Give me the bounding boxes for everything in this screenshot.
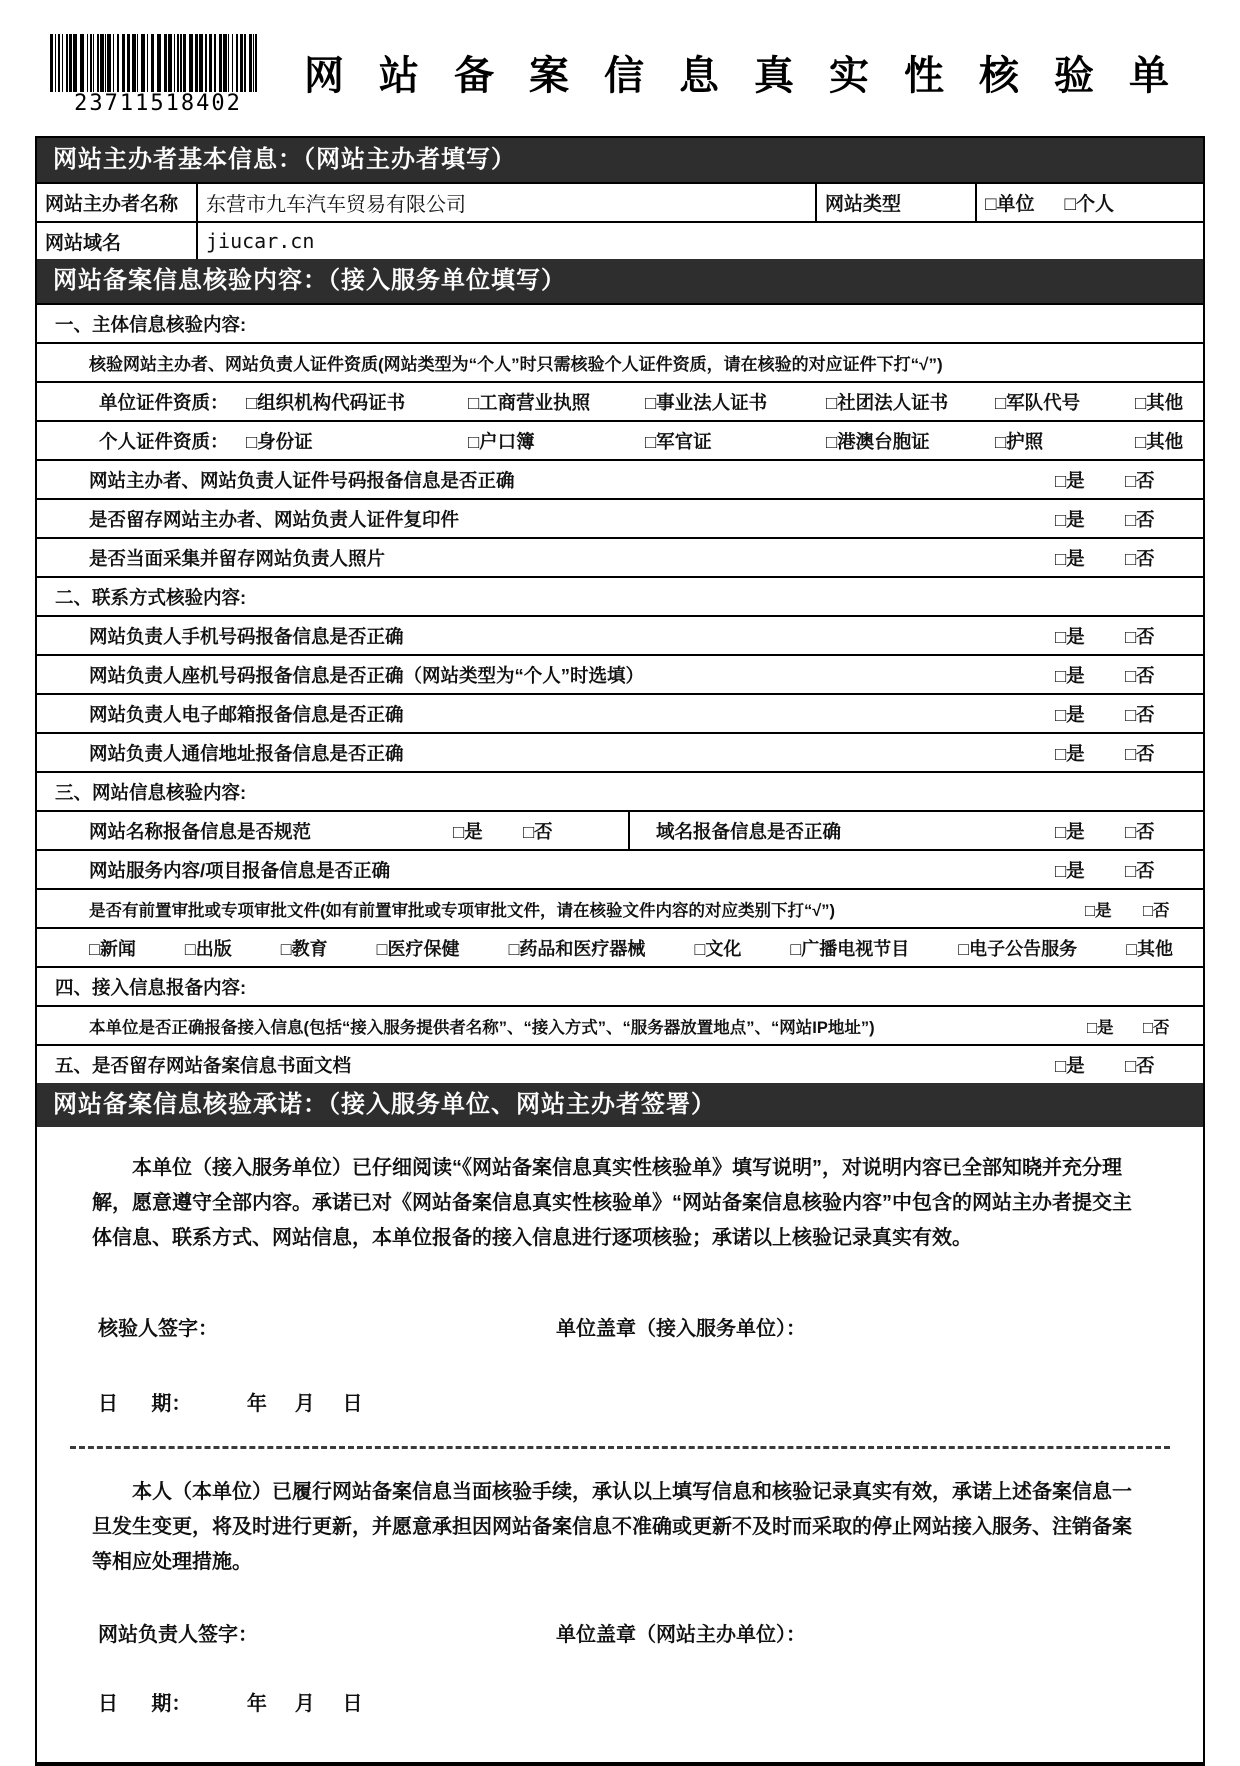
checkbox-yes[interactable]: □是 (1055, 547, 1085, 569)
unit-cert-label: 单位证件资质： (99, 391, 229, 413)
masthead (35, 34, 1205, 124)
commitment-paragraph-organizer: 本人（本单位）已履行网站备案信息当面核验手续，承认以上填写信息和核验记录真实有效，承诺上述备案信息一旦发生变更，将及时进行更新，并愿意承担因网站备案信息不准确或更新不及时而采取的停止网站接入服务、注销备案等相应处理措施。 (92, 1481, 1132, 1573)
checkbox-no[interactable]: □否 (1125, 820, 1155, 842)
row-service-content (37, 849, 1203, 888)
checkbox-culture[interactable]: □文化 (694, 938, 742, 959)
checkbox-healthcare[interactable]: □医疗保健 (376, 938, 460, 959)
row-pre-approval (37, 888, 1203, 927)
barcode-number: 23711518402 (74, 91, 242, 116)
checkbox-org-code-cert[interactable]: □组织机构代码证书 (246, 391, 406, 413)
form-frame (35, 136, 1205, 1766)
checkbox-yes[interactable]: □是 (1085, 901, 1112, 920)
checkbox-yes[interactable]: □是 (1055, 742, 1085, 764)
row-domain (37, 221, 1203, 259)
checkbox-yes[interactable]: □是 (1055, 820, 1085, 842)
row-sec2-title: 二、联系方式核验内容: (37, 576, 1203, 615)
organizer-name-label: 网站主办者名称 (45, 194, 179, 215)
section-header-basic-info: 网站主办者基本信息：（网站主办者填写） (37, 138, 1203, 182)
question-text: 是否当面采集并留存网站负责人照片 (89, 547, 386, 569)
site-name-question (37, 812, 630, 849)
row-site-name-and-domain (37, 810, 1203, 849)
checkbox-institution-cert[interactable]: □事业法人证书 (645, 391, 768, 413)
site-type-options (975, 184, 1203, 221)
checkbox-unit-other[interactable]: □其他 (1135, 391, 1184, 413)
question-text: 网站负责人电子邮箱报备信息是否正确 (89, 703, 404, 725)
checkbox-yes[interactable]: □是 (453, 820, 483, 842)
checkbox-no[interactable]: □否 (1143, 901, 1170, 920)
row-sec1-note: 核验网站主办者、网站负责人证件资质(网站类型为“个人”时只需核验个人证件资质，请在核验的对应证件下打“√”) (37, 342, 1203, 381)
checkbox-site-type-personal[interactable]: □个人 (1064, 194, 1114, 215)
checkbox-no[interactable]: □否 (1143, 1018, 1170, 1037)
checkbox-household-register[interactable]: □户口簿 (468, 430, 535, 452)
checkbox-personal-other[interactable]: □其他 (1135, 430, 1184, 452)
row-photo (37, 537, 1203, 576)
checkbox-yes[interactable]: □是 (1055, 859, 1085, 881)
checkbox-yes[interactable]: □是 (1055, 664, 1085, 686)
checkbox-business-license[interactable]: □工商营业执照 (468, 391, 591, 413)
checkbox-yes[interactable]: □是 (1055, 1054, 1085, 1076)
checkbox-hk-macao-taiwan-cert[interactable]: □港澳台胞证 (826, 430, 930, 452)
checkbox-passport[interactable]: □护照 (995, 430, 1044, 452)
checkbox-no[interactable]: □否 (1125, 1054, 1155, 1076)
section-header-verify-content: 网站备案信息核验内容：（接入服务单位填写） (37, 259, 1203, 303)
verifier-signature-label[interactable]: 核验人签字： (98, 1318, 218, 1340)
checkbox-drugs-medical-devices[interactable]: □药品和医疗器械 (508, 938, 646, 959)
question-text: 网站主办者、网站负责人证件号码报备信息是否正确 (89, 469, 515, 491)
checkbox-no[interactable]: □否 (1125, 547, 1155, 569)
page-title: 网站备案信息真实性核验单 (304, 54, 1204, 98)
checkbox-no[interactable]: □否 (1125, 469, 1155, 491)
question-text: 是否留存网站主办者、网站负责人证件复印件 (89, 508, 460, 530)
barcode-block (35, 34, 273, 116)
question-text: 是否有前置审批或专项审批文件(如有前置审批或专项审批文件，请在核验文件内容的对应类别下打“√”) (89, 901, 836, 920)
checkbox-category-other[interactable]: □其他 (1126, 938, 1173, 959)
question-text: 网站名称报备信息是否规范 (89, 820, 312, 842)
checkbox-no[interactable]: □否 (1125, 859, 1155, 881)
row-access-info (37, 1005, 1203, 1044)
checkbox-no[interactable]: □否 (1125, 625, 1155, 647)
site-type-label: 网站类型 (815, 184, 975, 221)
row-sec3-title: 三、网站信息核验内容: (37, 771, 1203, 810)
checkbox-military-officer-cert[interactable]: □军官证 (645, 430, 712, 452)
checkbox-yes[interactable]: □是 (1055, 469, 1085, 491)
organizer-seal-label[interactable]: 单位盖章（网站主办单位）： (556, 1624, 806, 1646)
row-mobile (37, 615, 1203, 654)
commitment-box (37, 1127, 1203, 1762)
commitment-paragraph-isp: 本单位（接入服务单位）已仔细阅读“《网站备案信息真实性核验单》填写说明”，对说明内容已全部知晓并充分理解，愿意遵守全部内容。承诺已对《网站备案信息真实性核验单》“网站备案信息核验内容”中包含的网站主办者提交主体信息、联系方式、网站信息，本单位报备的接入信息进行逐项核验；承诺以上核验记录真实有效。 (92, 1157, 1132, 1249)
checkbox-yes[interactable]: □是 (1055, 508, 1085, 530)
checkbox-id-card[interactable]: □身份证 (246, 430, 313, 452)
checkbox-yes[interactable]: □是 (1087, 1018, 1114, 1037)
question-text: 网站服务内容/项目报备信息是否正确 (89, 859, 391, 881)
checkbox-electronic-bulletin[interactable]: □电子公告服务 (958, 938, 1078, 959)
row-sec4-title: 四、接入信息报备内容: (37, 966, 1203, 1005)
dashed-divider (70, 1446, 1170, 1449)
checkbox-radio-tv-program[interactable]: □广播电视节目 (790, 938, 910, 959)
date-line-verifier[interactable]: 日 期： 年 月 日 (98, 1393, 363, 1415)
domain-value[interactable]: jiucar.cn (196, 223, 1203, 259)
row-address (37, 732, 1203, 771)
row-organizer (37, 182, 1203, 221)
checkbox-yes[interactable]: □是 (1055, 703, 1085, 725)
row-unit-cert (37, 381, 1203, 420)
question-text: 网站负责人通信地址报备信息是否正确 (89, 742, 404, 764)
checkbox-association-cert[interactable]: □社团法人证书 (826, 391, 949, 413)
question-text: 域名报备信息是否正确 (656, 820, 842, 842)
row-cert-number (37, 459, 1203, 498)
question-text: 网站负责人手机号码报备信息是否正确 (89, 625, 404, 647)
checkbox-no[interactable]: □否 (523, 820, 553, 842)
personal-cert-label: 个人证件资质： (99, 430, 229, 452)
row-sec1-title: 一、主体信息核验内容: (37, 303, 1203, 342)
checkbox-education[interactable]: □教育 (280, 938, 328, 959)
question-text: 本单位是否正确报备接入信息(包括“接入服务提供者名称”、“接入方式”、“服务器放置地点”、“网站IP地址”) (89, 1018, 875, 1037)
checkbox-site-type-unit[interactable]: □单位 (985, 194, 1035, 215)
domain-question (630, 818, 1203, 844)
checkbox-news[interactable]: □新闻 (89, 938, 136, 959)
barcode-path (50, 34, 257, 92)
row-email (37, 693, 1203, 732)
isp-seal-label[interactable]: 单位盖章（接入服务单位）： (556, 1318, 806, 1340)
domain-label: 网站域名 (45, 232, 122, 254)
checkbox-yes[interactable]: □是 (1055, 625, 1085, 647)
date-line-site-manager[interactable]: 日 期： 年 月 日 (98, 1693, 363, 1715)
site-manager-signature-label[interactable]: 网站负责人签字： (98, 1624, 258, 1646)
row-sec5-written-doc (37, 1044, 1203, 1083)
question-text: 五、是否留存网站备案信息书面文档 (55, 1054, 352, 1076)
checkbox-no[interactable]: □否 (1125, 664, 1155, 686)
question-text: 网站负责人座机号码报备信息是否正确（网站类型为“个人”时选填） (89, 664, 645, 686)
checkbox-military-code[interactable]: □军队代号 (995, 391, 1081, 413)
section-header-commitment: 网站备案信息核验承诺：（接入服务单位、网站主办者签署） (37, 1083, 1203, 1127)
organizer-name-value[interactable]: 东营市九车汽车贸易有限公司 (196, 184, 815, 221)
sign-line-verifier (92, 1312, 1148, 1341)
sign-line-site-manager (92, 1618, 1148, 1647)
checkbox-no[interactable]: □否 (1125, 703, 1155, 725)
row-approval-categories (37, 927, 1203, 966)
row-landline (37, 654, 1203, 693)
checkbox-no[interactable]: □否 (1125, 508, 1155, 530)
row-personal-cert (37, 420, 1203, 459)
row-cert-copy (37, 498, 1203, 537)
barcode-image (50, 34, 266, 92)
checkbox-publishing[interactable]: □出版 (184, 938, 232, 959)
checkbox-no[interactable]: □否 (1125, 742, 1155, 764)
